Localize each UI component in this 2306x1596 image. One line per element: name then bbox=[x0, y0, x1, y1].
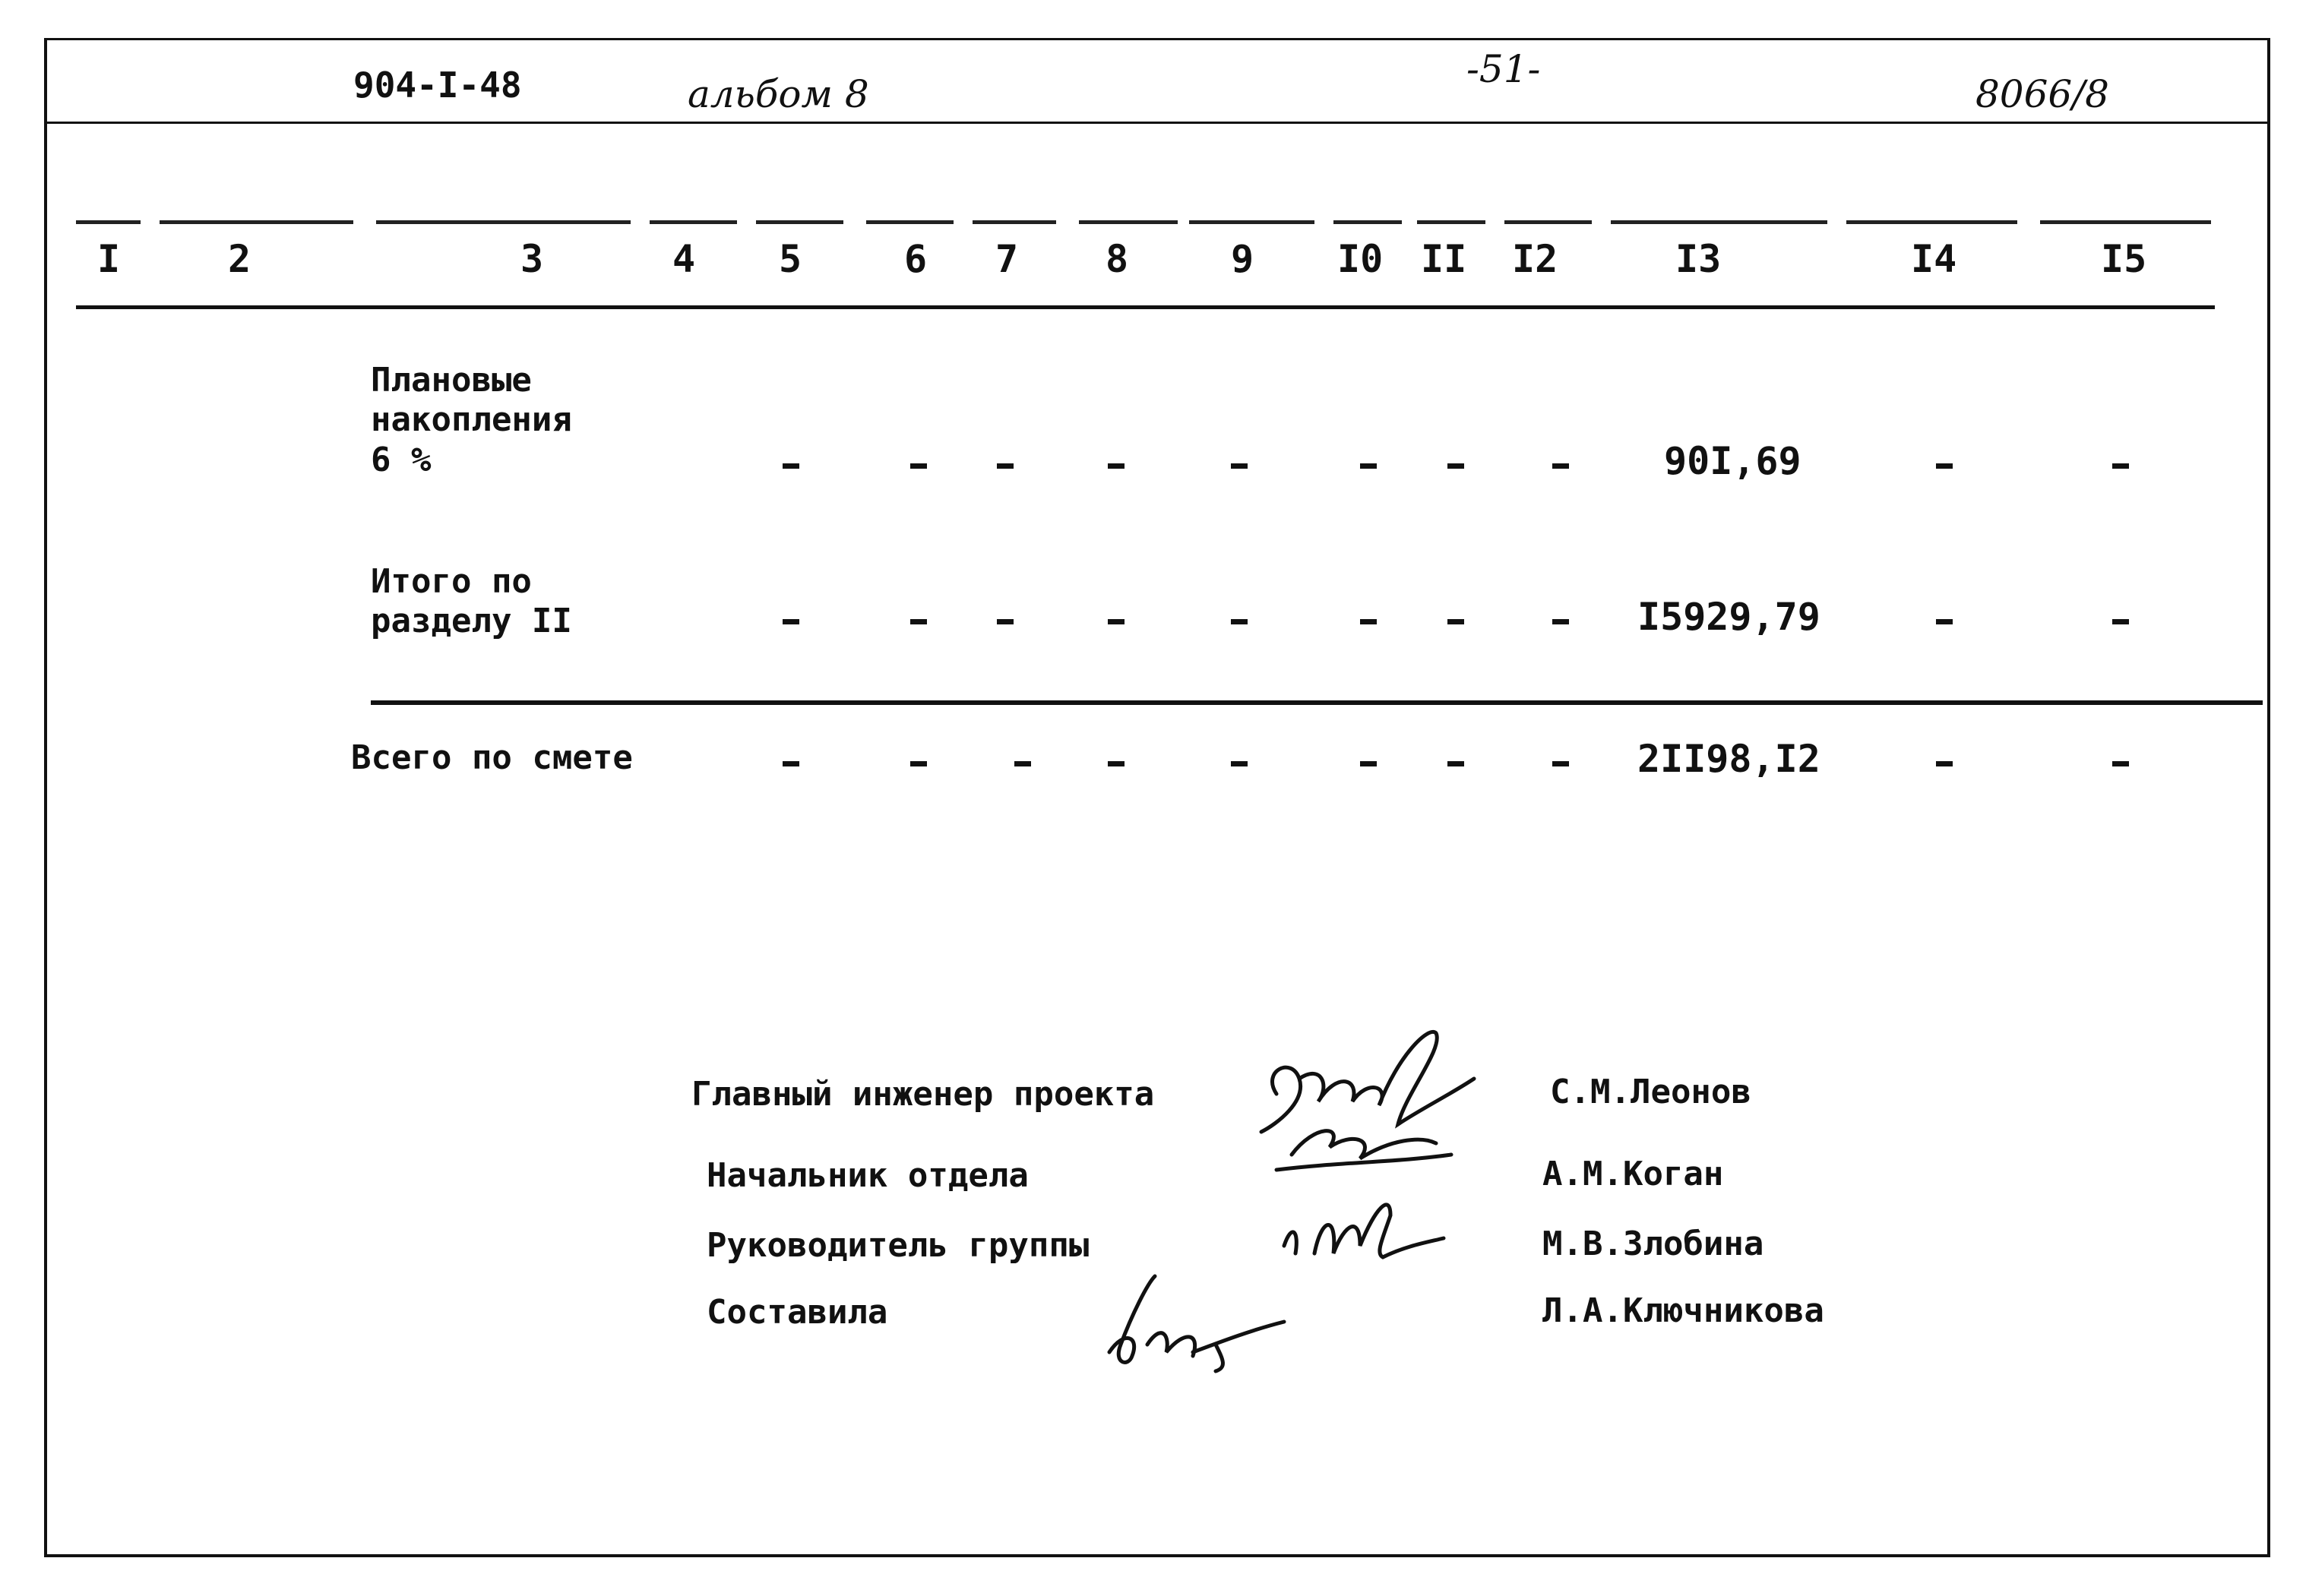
column-header: 6 bbox=[866, 220, 957, 281]
row-label: накопления bbox=[371, 400, 572, 439]
row-label: разделу II bbox=[371, 602, 572, 640]
dash-cell bbox=[1447, 463, 1464, 469]
section-rule bbox=[371, 700, 2263, 705]
dash-cell bbox=[1231, 619, 1248, 624]
signer-name: С.М.Леонов bbox=[1550, 1073, 1751, 1111]
dash-cell bbox=[1014, 761, 1031, 766]
signer-name: М.В.Злобина bbox=[1542, 1225, 1764, 1263]
signer-role: Руководитель группы bbox=[707, 1226, 1090, 1265]
dash-cell bbox=[1936, 619, 1953, 624]
doc-code: 904-I-48 bbox=[353, 65, 522, 106]
column-header: 5 bbox=[756, 220, 847, 281]
dash-cell bbox=[1231, 761, 1248, 766]
dash-cell bbox=[910, 619, 927, 624]
signer-role: Главный инженер проекта bbox=[691, 1075, 1155, 1114]
signature-image bbox=[1102, 1269, 1299, 1375]
row-label: 6 % bbox=[371, 441, 432, 479]
sheet-number: 8066/8 bbox=[1975, 72, 2109, 116]
dash-cell bbox=[1552, 761, 1569, 766]
dash-cell bbox=[910, 463, 927, 469]
dash-cell bbox=[2112, 761, 2129, 766]
signer-name: А.М.Коган bbox=[1542, 1155, 1724, 1193]
signer-name: Л.А.Ключникова bbox=[1542, 1291, 1824, 1330]
column-header: 7 bbox=[973, 220, 1064, 281]
dash-cell bbox=[1231, 463, 1248, 469]
dash-cell bbox=[1360, 619, 1377, 624]
column-header: 2 bbox=[160, 220, 357, 281]
column-header: I0 bbox=[1333, 220, 1409, 281]
column-header: I3 bbox=[1611, 220, 1831, 281]
dash-cell bbox=[1552, 619, 1569, 624]
dash-cell bbox=[783, 463, 799, 469]
column-header: I4 bbox=[1846, 220, 2021, 281]
dash-cell bbox=[910, 761, 927, 766]
column-header: I5 bbox=[2040, 220, 2215, 281]
album-label: альбом 8 bbox=[688, 72, 869, 116]
header-rule bbox=[76, 305, 2215, 309]
dash-cell bbox=[1936, 463, 1953, 469]
column-header: 9 bbox=[1189, 220, 1318, 281]
signer-role: Начальник отдела bbox=[707, 1156, 1029, 1195]
dash-cell bbox=[997, 619, 1014, 624]
row-total: 90I,69 bbox=[1664, 439, 1801, 483]
row-label: Всего по смете bbox=[351, 738, 633, 777]
page-number: -51- bbox=[1466, 47, 1541, 91]
row-total: I5929,79 bbox=[1637, 595, 1820, 639]
dash-cell bbox=[783, 619, 799, 624]
row-total: 2II98,I2 bbox=[1637, 737, 1820, 781]
signature-image bbox=[1246, 1010, 1497, 1185]
dash-cell bbox=[1108, 761, 1125, 766]
column-header: I2 bbox=[1504, 220, 1596, 281]
dash-cell bbox=[1447, 761, 1464, 766]
dash-cell bbox=[2112, 619, 2129, 624]
dash-cell bbox=[1552, 463, 1569, 469]
column-header: 4 bbox=[650, 220, 741, 281]
row-label: Плановые bbox=[371, 361, 532, 400]
dash-cell bbox=[783, 761, 799, 766]
signer-role: Составила bbox=[707, 1293, 888, 1332]
dash-cell bbox=[1360, 463, 1377, 469]
column-header: II bbox=[1417, 220, 1493, 281]
column-header: I bbox=[76, 220, 144, 281]
header-divider bbox=[44, 122, 2270, 124]
dash-cell bbox=[997, 463, 1014, 469]
signature-image bbox=[1269, 1185, 1451, 1276]
dash-cell bbox=[1360, 761, 1377, 766]
dash-cell bbox=[1936, 761, 1953, 766]
dash-cell bbox=[2112, 463, 2129, 469]
dash-cell bbox=[1108, 463, 1125, 469]
row-label: Итого по bbox=[371, 562, 532, 601]
column-header: 3 bbox=[376, 220, 634, 281]
column-header: 8 bbox=[1079, 220, 1185, 281]
dash-cell bbox=[1447, 619, 1464, 624]
dash-cell bbox=[1108, 619, 1125, 624]
